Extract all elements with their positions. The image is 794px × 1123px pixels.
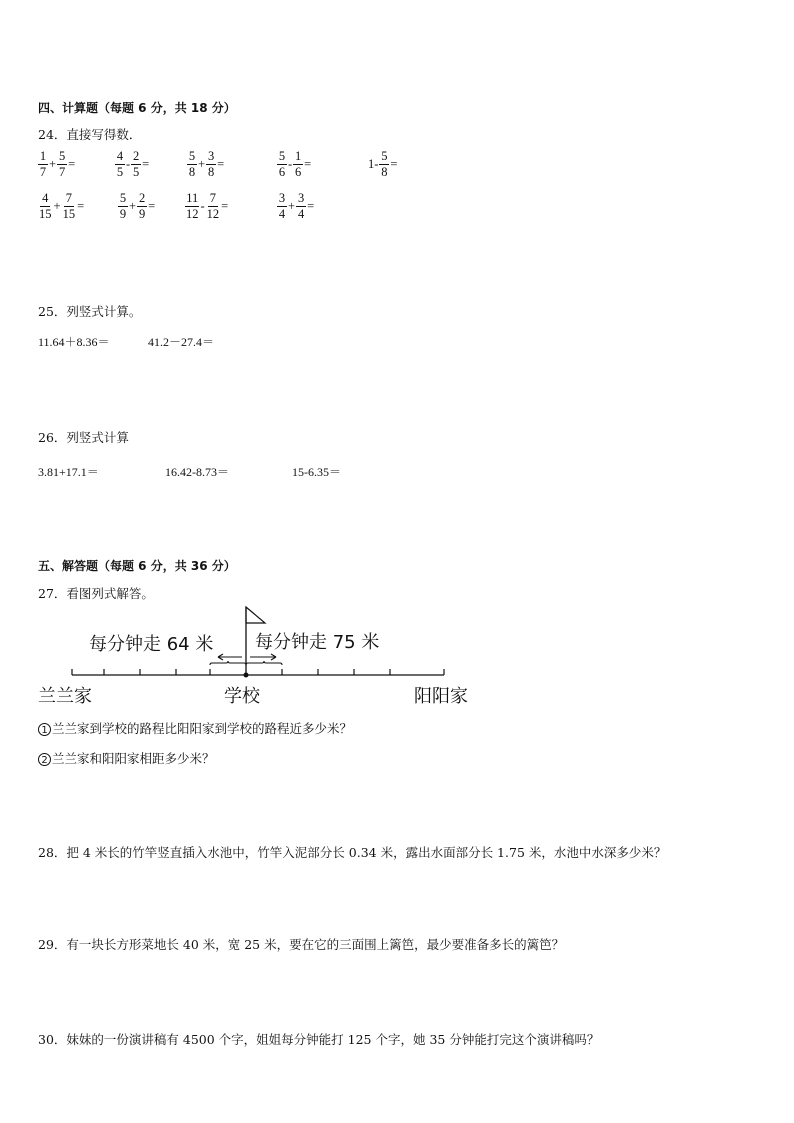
q26-expr-3: 15-6.35＝: [292, 465, 341, 479]
q25-label: 25．列竖式计算。: [38, 304, 142, 319]
circled-number-2: 2: [38, 753, 51, 766]
fraction: $\frac{11}{12}$: [186, 191, 199, 221]
q24-expr-5: 1- $\frac{5}{8}$ =: [368, 149, 398, 179]
fraction: $\frac{3}{8}$: [207, 149, 215, 179]
q24-expr-4: $\frac{5}{6}$ - $\frac{1}{6}$ =: [278, 149, 312, 179]
q27-sub1-text: 兰兰家到学校的路程比阳阳家到学校的路程近多少米？: [52, 721, 353, 736]
q28-text: 28．把 4 米长的竹竿竖直插入水池中，竹竿入泥部分长 0.34 米，露出水面部分长 1.75 米，水池中水深多少米？: [38, 845, 667, 860]
right-speed-label: 每分钟走 75 米: [255, 632, 380, 653]
circled-number-1: 1: [38, 723, 51, 736]
q24-expr-7: $\frac{5}{9}$ + $\frac{2}{9}$ =: [119, 191, 156, 221]
fraction: $\frac{5}{6}$: [278, 149, 286, 179]
q24-expr-1: $\frac{1}{7}$ + $\frac{5}{7}$ =: [39, 149, 76, 179]
section5-title: 五、解答题（每题 6 分，共 36 分）: [38, 559, 236, 573]
fraction: $\frac{5}{7}$: [58, 149, 66, 179]
left-brace: [210, 661, 246, 665]
q25-expr-2: 41.2－27.4＝: [148, 335, 215, 349]
fraction: $\frac{5}{8}$: [188, 149, 196, 179]
fraction: $\frac{3}{4}$: [297, 191, 305, 221]
q24-expr-6: $\frac{4}{15}$ + $\frac{7}{15}$ =: [39, 191, 85, 221]
q24-expr-3: $\frac{5}{8}$ + $\frac{3}{8}$ =: [188, 149, 225, 179]
place-yangyang: 阳阳家: [414, 686, 468, 707]
fraction: $\frac{2}{5}$: [133, 149, 140, 179]
fraction: $\frac{1}{7}$: [39, 149, 47, 179]
q30-text: 30．妹妹的一份演讲稿有 4500 个字，姐姐每分钟能打 125 个字，她 35 分钟能打完这个演讲稿吗？: [38, 1032, 600, 1047]
section4-title: 四、计算题（每题 6 分，共 18 分）: [38, 101, 236, 115]
q27-label: 27．看图列式解答。: [38, 586, 154, 601]
fraction: $\frac{3}{4}$: [278, 191, 286, 221]
q27-sub2-text: 兰兰家和阳阳家相距多少米？: [52, 751, 215, 766]
fraction: $\frac{5}{9}$: [119, 191, 127, 221]
q24-expr-2: $\frac{4}{5}$ - $\frac{2}{5}$ =: [116, 149, 150, 179]
q24-label: 24．直接写得数．: [38, 127, 142, 142]
fraction: $\frac{4}{15}$: [39, 191, 52, 221]
place-lanlan: 兰兰家: [38, 686, 92, 707]
fraction: $\frac{4}{5}$: [116, 149, 124, 179]
fraction: $\frac{1}{6}$: [295, 149, 302, 179]
q29-text: 29．有一块长方形菜地长 40 米，宽 25 米，要在它的三面围上篱笆，最少要准备多长的篱笆？: [38, 937, 565, 952]
fraction: $\frac{7}{12}$: [206, 191, 220, 221]
fraction: $\frac{2}{9}$: [138, 191, 146, 221]
q25-expr-1: 11.64＋8.36＝: [38, 335, 110, 349]
right-brace: [246, 661, 282, 665]
route-diagram: [36, 603, 486, 708]
q26-expr-2: 16.42-8.73＝: [165, 465, 229, 479]
q26-label: 26．列竖式计算: [38, 430, 129, 445]
q27-sub2: [38, 749, 215, 767]
q24-expr-9: $\frac{3}{4}$ + $\frac{3}{4}$ =: [278, 191, 315, 221]
q26-expr-1: 3.81+17.1＝: [38, 465, 99, 479]
place-school: 学校: [224, 686, 260, 707]
route-ticks: [72, 669, 444, 675]
fraction: $\frac{7}{15}$: [62, 191, 76, 221]
flag-icon: [246, 607, 265, 623]
left-speed-label: 每分钟走 64 米: [89, 634, 214, 655]
fraction: $\frac{5}{8}$: [381, 149, 388, 179]
q24-expr-8: $\frac{11}{12}$ - $\frac{7}{12}$ =: [186, 191, 229, 221]
q27-sub1: [38, 719, 352, 737]
